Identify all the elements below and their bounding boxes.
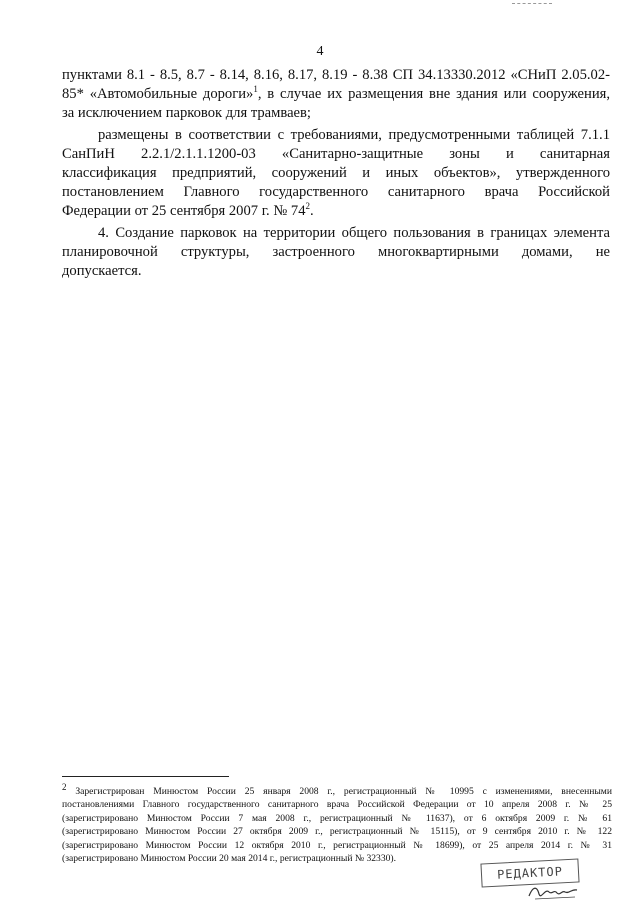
footnote-line: (зарегистрировано Минюстом России 7 мая 2008 г., регистрационный № 11637), от 6 октября 2009 г. № 61 <box>62 812 612 824</box>
text-line: постановлением Главного государственного санитарного врача Российской <box>62 184 610 200</box>
paragraph-3 <box>62 224 610 281</box>
text-line: пунктами 8.1 - 8.5, 8.7 - 8.14, 8.16, 8.17, 8.19 - 8.38 СП 34.13330.2012 «СНиП 2.05.02- <box>62 67 610 83</box>
text-line: классификация предприятий, сооружений и иных объектов», утвержденного <box>62 165 610 181</box>
text-segment: Федерации от 25 сентября 2007 г. № 74 <box>62 203 306 219</box>
text-line: планировочной структуры, застроенного многоквартирными домами, не <box>62 244 610 260</box>
text-segment: , в случае их размещения вне здания или сооружения, <box>257 86 610 102</box>
text-segment: 85* «Автомобильные дороги» <box>62 86 254 102</box>
signature <box>525 880 585 902</box>
paragraph-2 <box>62 126 610 221</box>
main-text <box>62 66 610 281</box>
editor-stamp: РЕДАКТОР <box>480 858 579 887</box>
page-number: 4 <box>316 44 324 59</box>
footnote-ref: 2 <box>305 201 311 212</box>
text-line <box>62 85 610 104</box>
footnote <box>62 781 612 865</box>
footnote-line: постановлениями Главного государственного санитарного врача Российской Федерации от 10 апреля 2008 г. № 25 <box>62 799 612 811</box>
text-line: СанПиН 2.2.1/2.1.1.1200-03 «Санитарно-защитные зоны и санитарная <box>62 146 610 162</box>
footnote-line: (зарегистрировано Минюстом России 12 октября 2010 г., регистрационный № 18699), от 25 апреля 2014 г. № 31 <box>62 839 612 851</box>
footnote-line: (зарегистрировано Минюстом России 27 октября 2009 г., регистрационный № 15115), от 9 сентября 2010 г. № 122 <box>62 826 612 838</box>
footnote-ref: 1 <box>253 84 258 95</box>
footnote-line <box>62 781 612 798</box>
text-line <box>62 202 610 221</box>
footnote-line: (зарегистрировано Минюстом России 20 мая 2014 г., регистрационный № 32330). <box>62 853 397 865</box>
text-line: 4. Создание парковок на территории общего пользования в границах элемента <box>98 225 610 241</box>
footnote-marker: 2 <box>62 781 67 792</box>
text-segment: . <box>310 203 314 219</box>
paragraph-1 <box>62 66 610 123</box>
corner-mark <box>512 3 552 4</box>
text-line: размещены в соответствии с требованиями, предусмотренными таблицей 7.1.1 <box>98 127 610 143</box>
footnote-divider <box>62 776 229 777</box>
text-line: допускается. <box>62 263 142 279</box>
text-segment: Зарегистрирован Минюстом России 25 января 2008 г., регистрационный № 10995 с изменениями, внесенными <box>66 786 612 797</box>
text-line: за исключением парковок для трамваев; <box>62 105 311 121</box>
